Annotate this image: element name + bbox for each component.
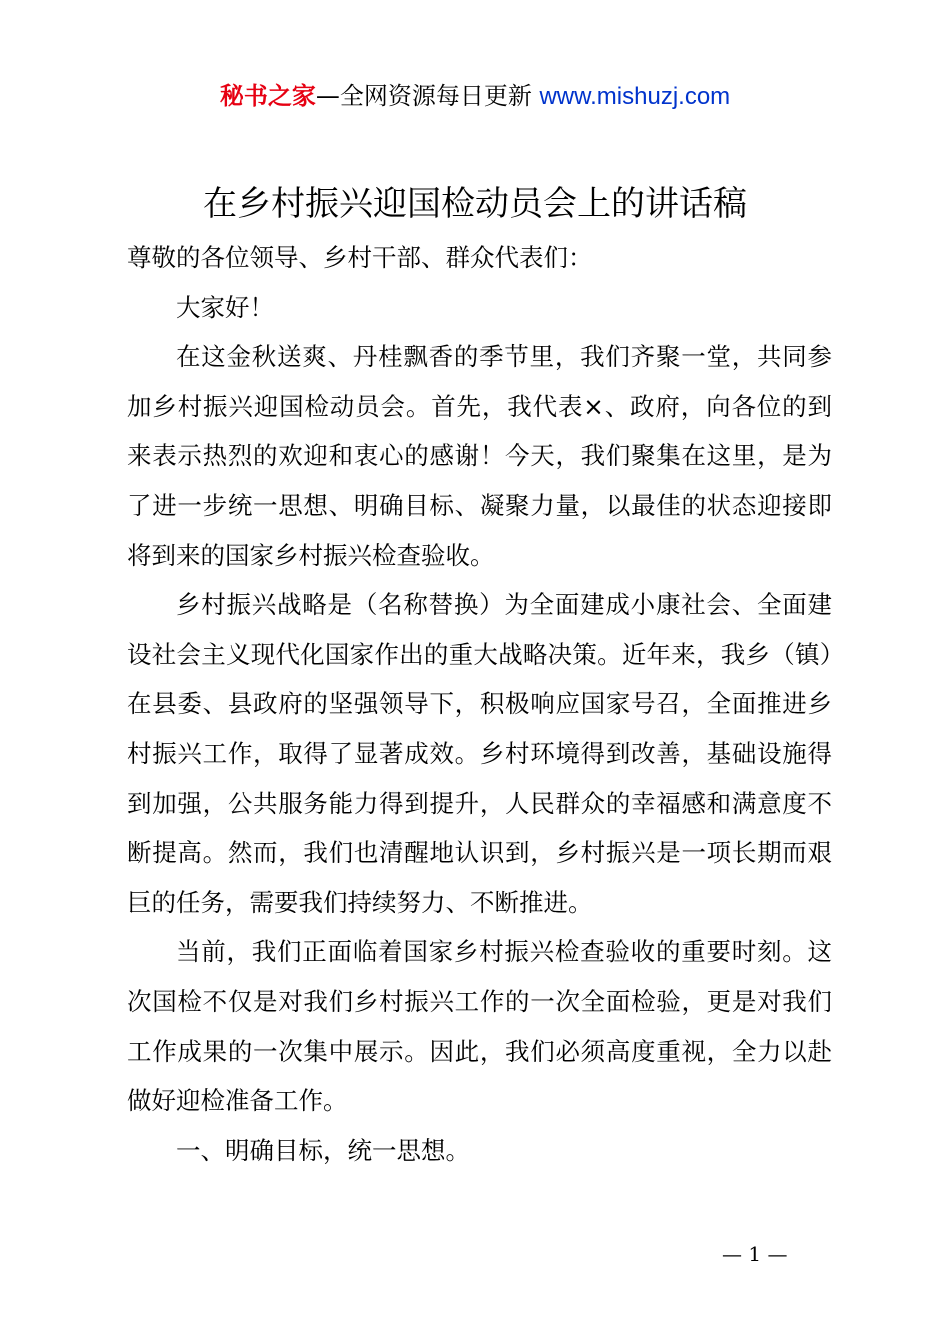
salutation: 尊敬的各位领导、乡村干部、群众代表们： [127,243,593,272]
paragraph-3: 当前，我们正面临着国家乡村振兴检查验收的重要时刻。这次国检不仅是对我们乡村振兴工作的一次全面检验，更是对我们工作成果的一次集中展示。因此，我们必须高度重视，全力以赴做好迎检准备工作。 [127,937,832,1116]
site-url[interactable]: www.mishuzj.com [539,83,731,110]
header-tagline: —全网资源每日更新 [315,82,540,110]
page-number: — 1 — [722,1242,788,1266]
greeting: 大家好！ [176,292,274,322]
document-body [127,233,832,1175]
watermark-header [0,80,950,113]
paragraph-2: 乡村振兴战略是（名称替换）为全面建成小康社会、全面建设社会主义现代化国家作出的重大战略决策。近年来，我乡（镇）在县委、县政府的坚强领导下，积极响应国家号召，全面推进乡村振兴工作，取得了显著成效。乡村环境得到改善，基础设施得到加强，公共服务能力得到提升，人民群众的幸福感和满意度不断提高。然而，我们也清醒地认识到，乡村振兴是一项长期而艰巨的任务，需要我们持续努力、不断推进。 [127,590,832,917]
paragraph-1: 在这金秋送爽、丹桂飘香的季节里，我们齐聚一堂，共同参加乡村振兴迎国检动员会。首先，我代表×、政府，向各位的到来表示热烈的欢迎和衷心的感谢！今天，我们聚集在这里，是为了进一步统一思想、明确目标、凝聚力量，以最佳的状态迎接即将到来的国家乡村振兴检查验收。 [127,342,832,570]
document-title: 在乡村振兴迎国检动员会上的讲话稿 [203,184,747,224]
brand-name: 秘书之家 [219,82,316,110]
section-heading: 一、明确目标，统一思想。 [176,1135,470,1165]
